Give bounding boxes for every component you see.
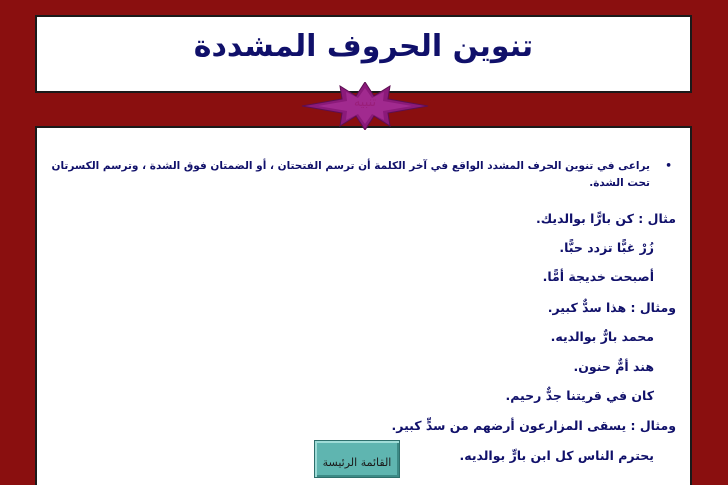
example-line: ومثال : هذا سدٌّ كبير. <box>547 300 676 315</box>
slide-title: تنوين الحروف المشددة <box>193 29 534 64</box>
bullet-item <box>47 158 672 192</box>
bullet-text: يراعى في تنوين الحرف المشدد الواقع في آخر الكلمة أن ترسم الفتحتان ، أو الضمتان فوق الشدة ، وترسم الكسرتان تحت الشدة. <box>51 160 650 189</box>
note-label: تنبيه <box>353 95 377 110</box>
example-line: محمد بارٌّ بوالديه. <box>550 329 654 344</box>
home-menu-button[interactable] <box>314 440 400 478</box>
example-line: كان في قريتنا جدٌّ رحيم. <box>505 388 654 403</box>
example-line: يحترم الناس كل ابن بارٍّ بوالديه. <box>459 448 654 463</box>
content-panel <box>35 126 692 485</box>
example-line: ومثال : يسقى المزارعون أرضهم من سدٍّ كبير. <box>391 418 676 433</box>
example-line: مثال : كن بارًّا بوالديك. <box>536 211 676 226</box>
example-line: أصبحت خديجة أمًّا. <box>542 269 654 284</box>
example-line: زُرْ غبًّا تزدد حبًّا. <box>559 240 654 255</box>
bullet-marker: • <box>665 160 672 172</box>
example-line: هند أمٌّ حنون. <box>573 359 654 374</box>
home-menu-label: القائمة الرئيسة <box>322 456 392 469</box>
